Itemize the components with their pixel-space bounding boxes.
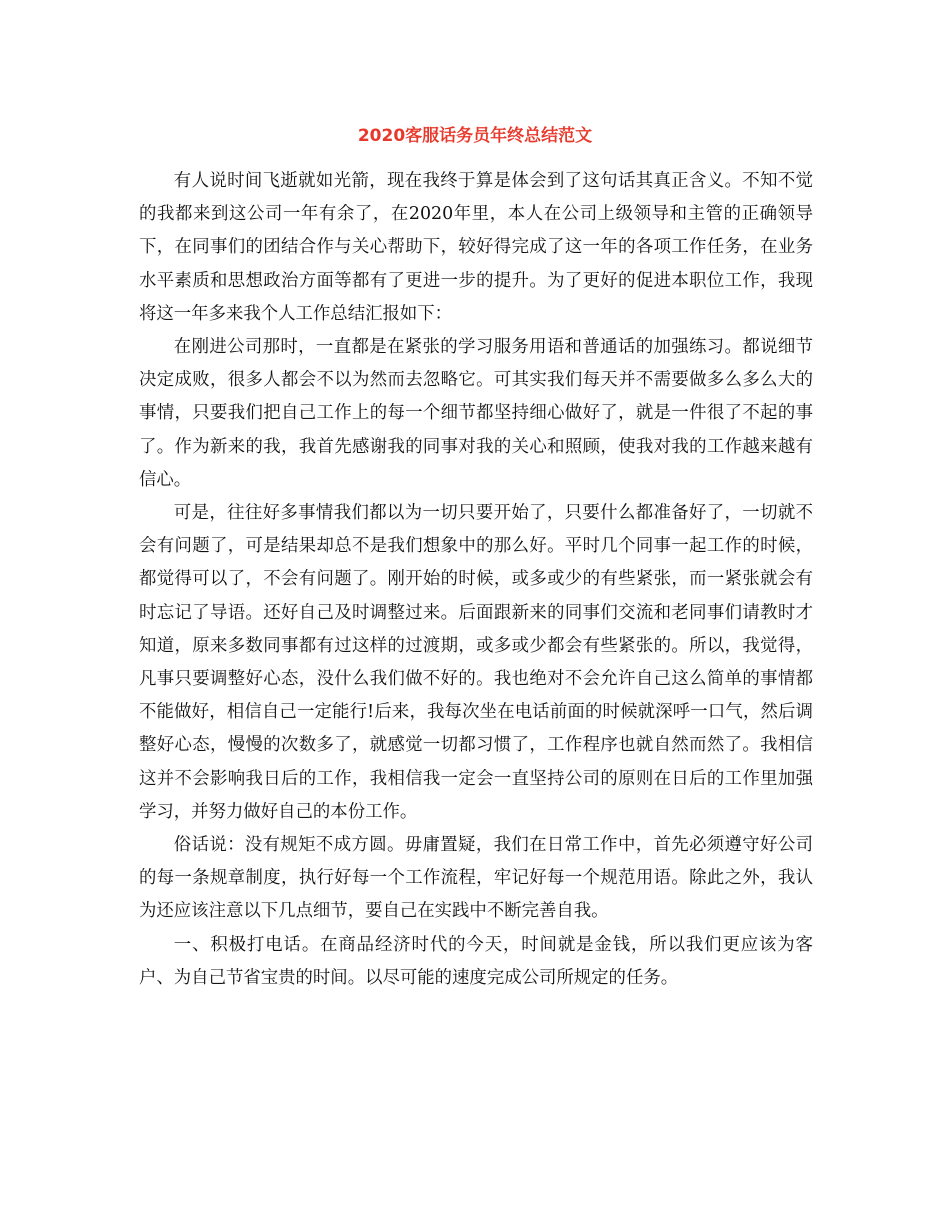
paragraph-3: 可是，往往好多事情我们都以为一切只要开始了，只要什么都准备好了，一切就不会有问题了，可是结果却总不是我们想象中的那么好。平时几个同事一起工作的时候，都觉得可以了，不会有问题了。刚开始的时候，或多或少的有些紧张，而一紧张就会有时忘记了导语。还好自己及时调整过来。后面跟新来的同事们交流和老同事们请教时才知道，原来多数同事都有过这样的过渡期，或多或少都会有些紧张的。所以，我觉得，凡事只要调整好心态，没什么我们做不好的。我也绝对不会允许自己这么简单的事情都不能做好，相信自己一定能行!后来，我每次坐在电话前面的时候就深呼一口气，然后调整好心态，慢慢的次数多了，就感觉一切都习惯了，工作程序也就自然而然了。我相信这并不会影响我日后的工作，我相信我一定会一直坚持公司的原则在日后的工作里加强学习，并努力做好自己的本份工作。: [139, 503, 813, 822]
document-title: 2020客服话务员年终总结范文: [357, 126, 593, 146]
document-body: [139, 165, 813, 995]
paragraph-5: 一、积极打电话。在商品经济时代的今天，时间就是金钱，所以我们更应该为客户、为自己节省宝贵的时间。以尽可能的速度完成公司所规定的任务。: [139, 934, 813, 988]
paragraph-4: 俗话说：没有规矩不成方圆。毋庸置疑，我们在日常工作中，首先必须遵守好公司的每一条规章制度，执行好每一个工作流程，牢记好每一个规范用语。除此之外，我认为还应该注意以下几点细节，要自己在实践中不断完善自我。: [139, 835, 813, 922]
paragraph-1: 有人说时间飞逝就如光箭，现在我终于算是体会到了这句话其真正含义。不知不觉的我都来到这公司一年有余了，在2020年里，本人在公司上级领导和主管的正确领导下，在同事们的团结合作与关心帮助下，较好得完成了这一年的各项工作任务，在业务水平素质和思想政治方面等都有了更进一步的提升。为了更好的促进本职位工作，我现将这一年多来我个人工作总结汇报如下：: [139, 171, 813, 324]
paragraph-2: 在刚进公司那时，一直都是在紧张的学习服务用语和普通话的加强练习。都说细节决定成败，很多人都会不以为然而去忽略它。可其实我们每天并不需要做多么多么大的事情，只要我们把自己工作上的每一个细节都坚持细心做好了，就是一件很了不起的事了。作为新来的我，我首先感谢我的同事对我的关心和照顾，使我对我的工作越来越有信心。: [139, 337, 813, 490]
